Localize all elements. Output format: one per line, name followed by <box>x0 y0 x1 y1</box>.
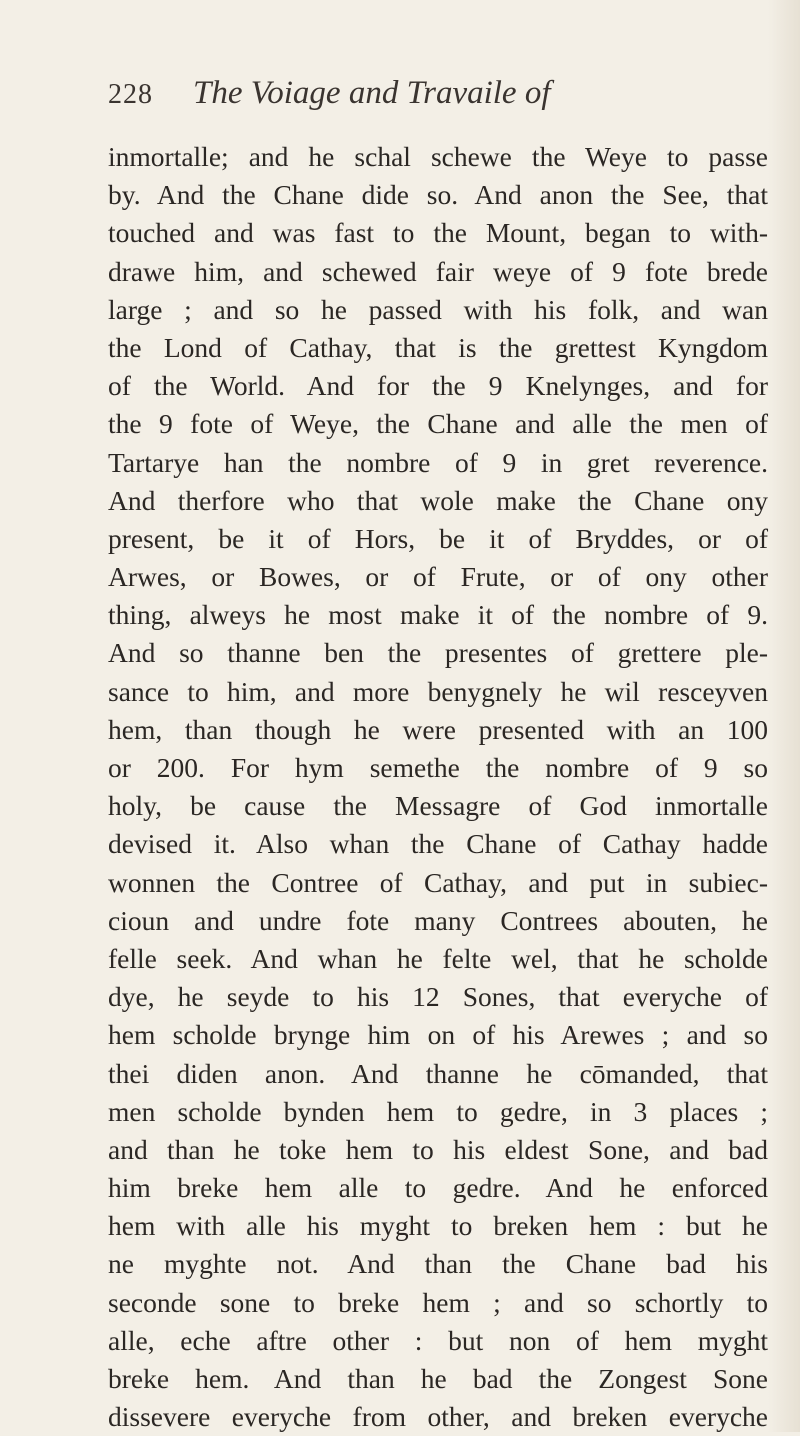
text-line: touched and was fast to the Mount, began to with- <box>108 217 768 249</box>
text-line: of the World. And for the 9 Knelynges, and for <box>108 370 768 402</box>
text-line: felle seek. And whan he felte wel, that he scholde <box>108 942 768 974</box>
text-line: And so thanne ben the presentes of grettere ple- <box>108 637 768 669</box>
text-line: seconde sone to breke hem ; and so schortly to <box>108 1286 768 1318</box>
text-line: ne myghte not. And than the Chane bad his <box>108 1248 768 1280</box>
text-line: men scholde bynden hem to gedre, in 3 places ; <box>108 1095 768 1127</box>
page-number: 228 <box>108 79 153 110</box>
text-line: devised it. Also whan the Chane of Cathay hadde <box>108 828 768 860</box>
text-line: the 9 fote of Weye, the Chane and alle the men of <box>108 408 768 440</box>
text-line: large ; and so he passed with his folk, and wan <box>108 293 768 325</box>
text-line: or 200. For hym semethe the nombre of 9 so <box>108 752 768 783</box>
text-line: cioun and undre fote many Contrees abouten, he <box>108 904 768 936</box>
text-line: And therfore who that wole make the Chane ony <box>108 484 768 516</box>
text-line: hem with alle his myght to breken hem : but he <box>108 1210 768 1242</box>
text-line: by. And the Chane dide so. And anon the See, that <box>108 179 768 211</box>
text-line: dissevere everyche from other, and breken everyche <box>108 1401 768 1433</box>
text-line: alle, eche aftre other : but non of hem myght <box>108 1324 768 1356</box>
text-line: hem scholde brynge him on of his Arewes ; and so <box>108 1019 768 1051</box>
text-line: wonnen the Contree of Cathay, and put in subiec- <box>108 866 768 898</box>
text-line: Tartarye han the nombre of 9 in gret reverence. <box>108 446 768 478</box>
text-line: hem, than though he were presented with an 100 <box>108 713 768 745</box>
text-line: Arwes, or Bowes, or of Frute, or of ony other <box>108 561 768 593</box>
body-text <box>108 138 768 1436</box>
text-line: holy, be cause the Messagre of God inmortalle <box>108 790 768 822</box>
text-line: the Lond of Cathay, that is the grettest Kyngdom <box>108 331 768 363</box>
text-line: sance to him, and more benygnely he wil resceyven <box>108 675 768 707</box>
running-head: The Voiage and Travaile of <box>193 75 551 111</box>
text-line: him breke hem alle to gedre. And he enforced <box>108 1172 768 1204</box>
text-line: present, be it of Hors, be it of Bryddes, or of <box>108 522 768 554</box>
text-line: and than he toke hem to his eldest Sone, and bad <box>108 1133 768 1165</box>
text-line: breke hem. And than he bad the Zongest Sone <box>108 1363 768 1394</box>
text-line: thei diden anon. And thanne he cōmanded, that <box>108 1057 768 1089</box>
text-line: drawe him, and schewed fair weye of 9 fote brede <box>108 255 768 287</box>
text-line: dye, he seyde to his 12 Sones, that everyche of <box>108 981 768 1013</box>
text-line: inmortalle; and he schal schewe the Weye to passe <box>108 141 768 172</box>
page-header <box>108 75 551 115</box>
text-line: thing, alweys he most make it of the nombre of 9. <box>108 599 768 631</box>
